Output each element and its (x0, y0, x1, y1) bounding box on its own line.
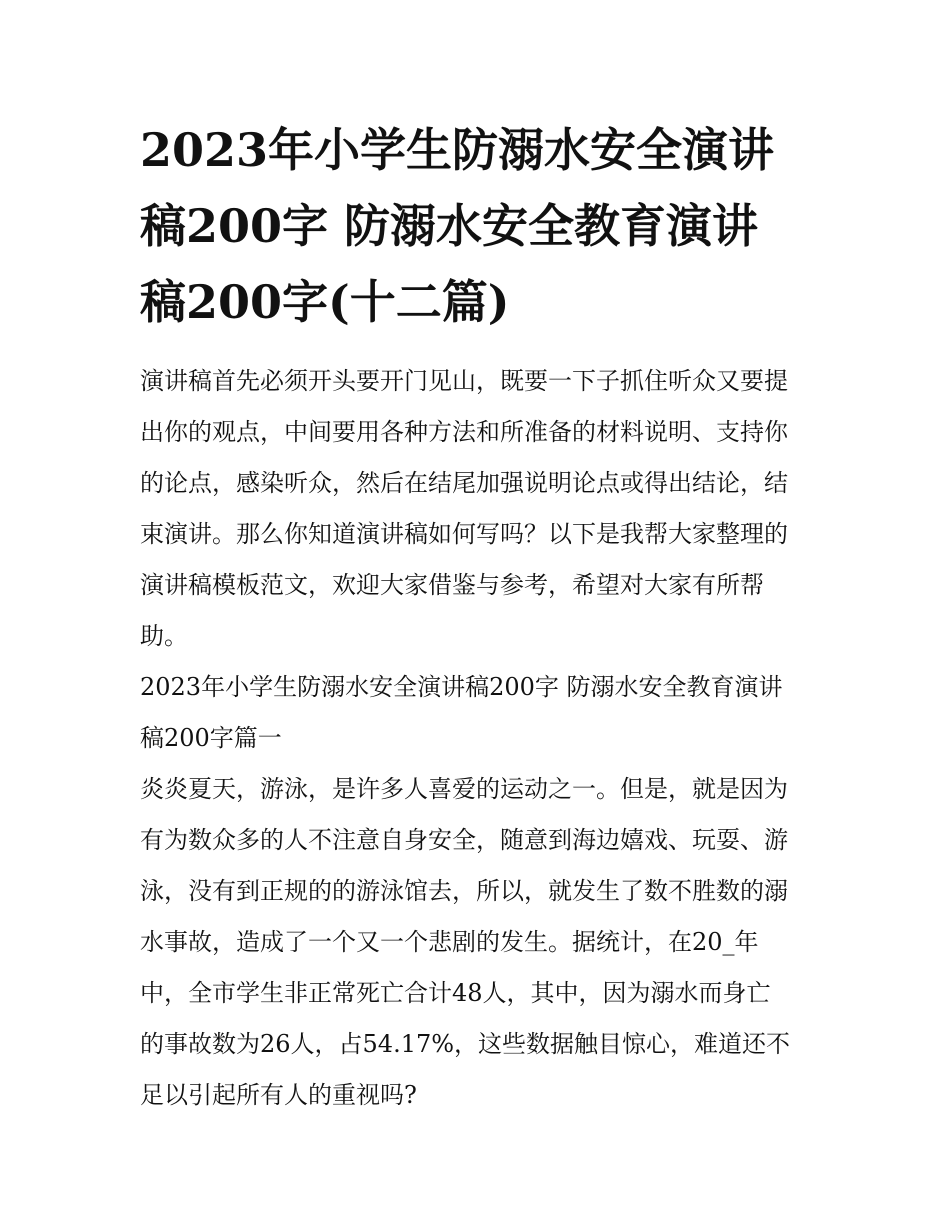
intro-line: 助。 (140, 622, 188, 650)
section-body-line: 足以引起所有人的重视吗? (140, 1081, 417, 1109)
intro-line: 束演讲。那么你知道演讲稿如何写吗？以下是我帮大家整理的 (140, 520, 788, 548)
section-body-line: 有为数众多的人不注意自身安全，随意到海边嬉戏、玩耍、游 (140, 826, 788, 854)
section-body-line: 中，全市学生非正常死亡合计48人，其中，因为溺水而身亡 (140, 979, 771, 1007)
document-title (140, 112, 816, 340)
intro-line: 出你的观点，中间要用各种方法和所准备的材料说明、支持你 (140, 418, 788, 446)
title-line: 2023年小学生防溺水安全演讲 (140, 123, 775, 177)
section-body-line: 泳，没有到正规的的游泳馆去，所以，就发生了数不胜数的溺 (140, 877, 788, 905)
intro-line: 的论点，感染听众，然后在结尾加强说明论点或得出结论，结 (140, 469, 788, 497)
document-content (140, 112, 816, 1121)
title-line: 稿200字(十二篇) (140, 275, 510, 329)
section-heading-line: 稿200字篇一 (140, 724, 282, 752)
document-body (140, 356, 816, 1121)
section-body-line: 炎炎夏天，游泳，是许多人喜爱的运动之一。但是，就是因为 (140, 775, 788, 803)
section-body-line: 的事故数为26人，占54.17%，这些数据触目惊心，难道还不 (140, 1030, 791, 1058)
section-body-line: 水事故，造成了一个又一个悲剧的发生。据统计，在20_年 (140, 928, 759, 956)
intro-line: 演讲稿模板范文，欢迎大家借鉴与参考，希望对大家有所帮 (140, 571, 764, 599)
section-heading-line: 2023年小学生防溺水安全演讲稿200字 防溺水安全教育演讲 (140, 673, 783, 701)
title-line: 稿200字 防溺水安全教育演讲 (140, 199, 759, 253)
intro-line: 演讲稿首先必须开头要开门见山，既要一下子抓住听众又要提 (140, 367, 788, 395)
